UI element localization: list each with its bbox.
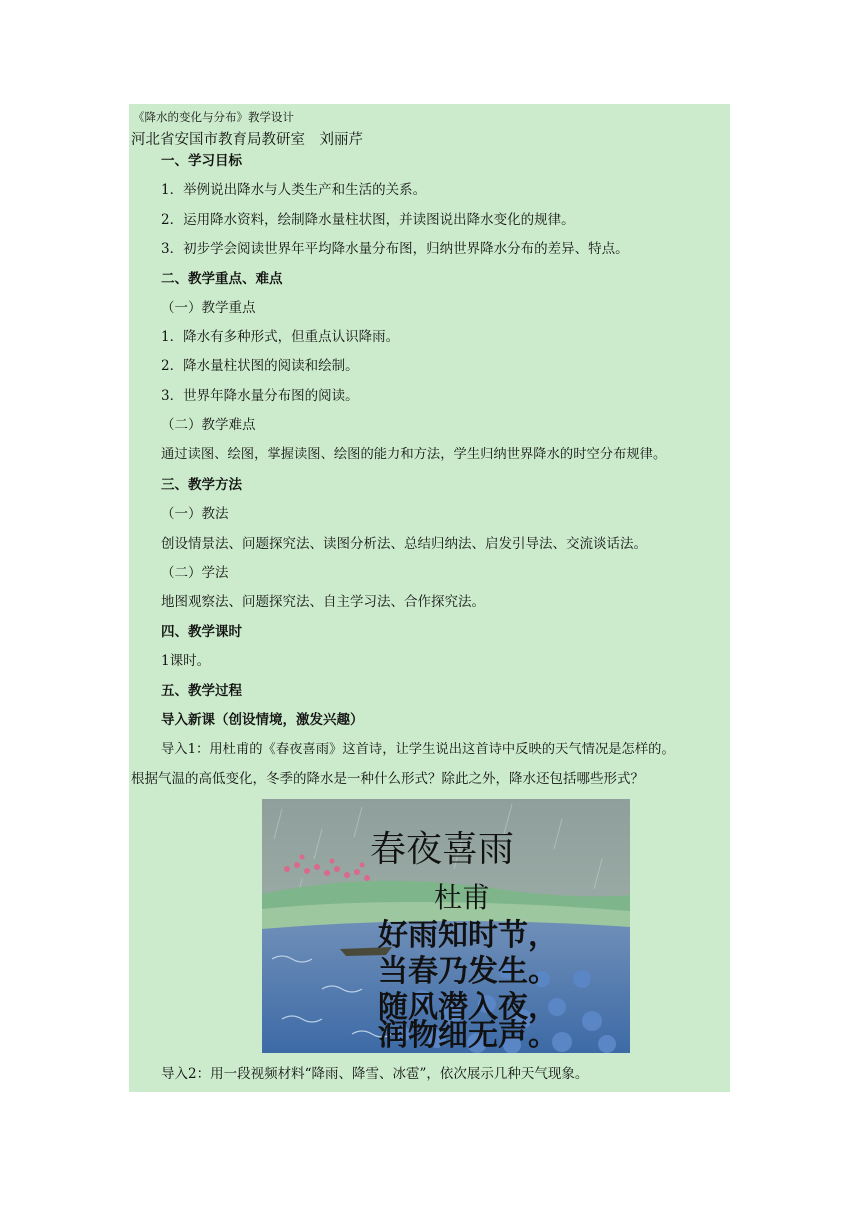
key-point-item: 2．降水量柱状图的阅读和绘制。	[161, 358, 359, 374]
doc-author: 河北省安国市教育局教研室 刘丽芹	[131, 132, 363, 148]
teaching-methods-text: 创设情景法、问题探究法、读图分析法、总结归纳法、启发引导法、交流谈话法。	[161, 536, 647, 552]
objective-item: 2．运用降水资料，绘制降水量柱状图，并读图说出降水变化的规律。	[161, 212, 575, 228]
section-heading-5: 五、教学过程	[161, 683, 242, 699]
poem-title: 春夜喜雨	[370, 829, 515, 870]
section-heading-2: 二、教学重点、难点	[161, 271, 283, 287]
learning-methods-text: 地图观察法、问题探究法、自主学习法、合作探究法。	[161, 594, 485, 610]
intro-heading: 导入新课（创设情境，激发兴趣）	[161, 712, 364, 728]
key-point-item: 3．世界年降水量分布图的阅读。	[161, 388, 359, 404]
difficulty-text: 通过读图、绘图，掌握读图、绘图的能力和方法，学生归纳世界降水的时空分布规律。	[161, 447, 667, 462]
section-heading-4: 四、教学课时	[161, 624, 242, 640]
intro-1-text: 导入1：用杜甫的《春夜喜雨》这首诗，让学生说出这首诗中反映的天气情况是怎样的。	[161, 742, 675, 757]
poem-line: 好雨知时节，	[378, 918, 558, 953]
section-heading-3: 三、教学方法	[161, 477, 242, 493]
section-heading-1: 一、学习目标	[161, 153, 242, 169]
class-hours-text: 1课时。	[161, 653, 211, 669]
poem-line: 润物细无声。	[378, 1018, 558, 1053]
subheading-teaching: （一）教法	[161, 506, 229, 522]
poem-illustration	[262, 799, 630, 1053]
subheading-difficulty: （二）教学难点	[161, 417, 256, 433]
poem-author: 杜甫	[434, 881, 491, 914]
objective-item: 1．举例说出降水与人类生产和生活的关系。	[161, 182, 427, 198]
poem-line: 随风潜入夜，	[378, 990, 558, 1025]
subheading-learning: （二）学法	[161, 565, 229, 581]
doc-title: 《降水的变化与分布》教学设计	[133, 110, 294, 124]
objective-item: 3．初步学会阅读世界年平均降水量分布图，归纳世界降水分布的差异、特点。	[161, 241, 629, 257]
key-point-item: 1．降水有多种形式，但重点认识降雨。	[161, 329, 400, 345]
poem-line: 当春乃发生。	[378, 954, 558, 989]
intro-2-text: 导入2：用一段视频材料“降雨、降雪、冰雹”，依次展示几种天气现象。	[161, 1066, 589, 1082]
intro-1-text-cont: 根据气温的高低变化，冬季的降水是一种什么形式？除此之外，降水还包括哪些形式？	[131, 771, 644, 787]
subheading-key-points: （一）教学重点	[161, 300, 256, 316]
